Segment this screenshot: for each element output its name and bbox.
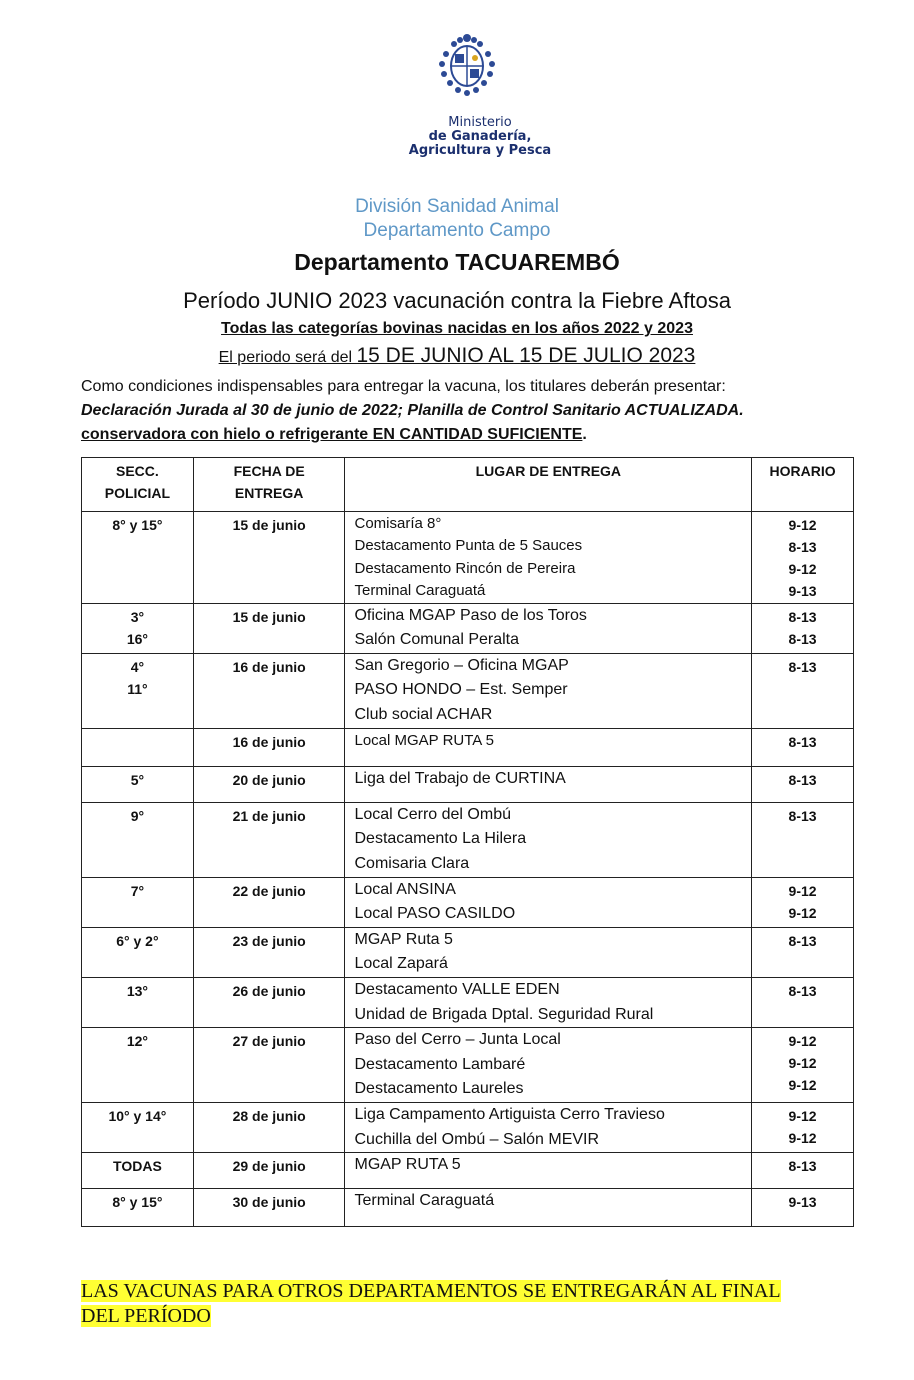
lugar-cell	[345, 512, 752, 604]
lugar-cell	[345, 1153, 752, 1189]
secc-cell	[82, 877, 194, 927]
lugar-cell-line: Unidad de Brigada Dptal. Seguridad Rural	[354, 1005, 654, 1023]
header-fecha-l2: ENTREGA	[234, 485, 304, 501]
lugar-cell	[345, 766, 752, 802]
lugar-cell-line: Destacamento VALLE EDEN	[354, 980, 560, 998]
table-row	[82, 1103, 854, 1153]
horario-cell	[752, 977, 854, 1027]
horario-cell	[752, 728, 854, 766]
horario-cell-line: 8-13	[788, 982, 817, 999]
secc-cell	[82, 1028, 194, 1103]
fecha-cell: 26 de junio	[193, 977, 345, 1027]
secc-cell	[82, 927, 194, 977]
secc-cell-line: 12°	[126, 1033, 148, 1050]
conditions-docs: Declaración Jurada al 30 de junio de 2022; Planilla de Control Sanitario ACTUALIZADA.	[81, 402, 744, 419]
secc-cell	[82, 766, 194, 802]
secc-cell-line: 13°	[126, 982, 148, 999]
table-row	[82, 802, 854, 877]
secc-cell-line: 8° y 15°	[112, 517, 163, 533]
fecha-cell: 20 de junio	[193, 766, 345, 802]
horario-cell-line: 8-13	[788, 608, 817, 625]
horario-cell-line: 9-12	[788, 1130, 817, 1147]
categories-line: Todas las categorías bovinas nacidas en los años 2022 y 2023	[221, 320, 693, 337]
secc-cell-line: 6° y 2°	[116, 932, 159, 949]
secc-cell-line: TODAS	[113, 1158, 162, 1175]
horario-cell-line: 9-12	[788, 1055, 817, 1072]
range-prefix: El periodo será del	[218, 349, 357, 366]
fecha-cell: 29 de junio	[193, 1153, 345, 1189]
lugar-cell	[345, 1189, 752, 1227]
horario-cell	[752, 927, 854, 977]
secc-cell-line: 3°	[130, 608, 145, 625]
horario-cell	[752, 1153, 854, 1189]
table-row	[82, 766, 854, 802]
lugar-cell-line: Liga del Trabajo de CURTINA	[354, 769, 566, 787]
secc-cell	[82, 603, 194, 653]
coat-of-arms-logo	[432, 30, 502, 100]
fecha-cell: 15 de junio	[193, 603, 345, 653]
horario-cell-line: 8-13	[788, 630, 817, 647]
lugar-cell	[345, 728, 752, 766]
horario-cell-line: 9-13	[788, 1194, 817, 1211]
table-row	[82, 512, 854, 604]
lugar-cell-line: Cuchilla del Ombú – Salón MEVIR	[354, 1130, 600, 1148]
header-fecha-l1: FECHA DE	[233, 463, 305, 479]
lugar-cell-line: MGAP Ruta 5	[354, 930, 453, 948]
lugar-cell-line: Destacamento Punta de 5 Sauces	[354, 537, 583, 555]
lugar-cell-line: Destacamento Rincón de Pereira	[354, 559, 576, 577]
secc-cell	[82, 728, 194, 766]
lugar-cell-line: Liga Campamento Artiguista Cerro Travieso	[354, 1106, 665, 1124]
secc-cell-line: 4°	[130, 658, 145, 675]
footer-notice-text: LAS VACUNAS PARA OTROS DEPARTAMENTOS SE ENTREGARÁN AL FINAL DEL PERÍODO	[81, 1280, 781, 1327]
secc-cell	[82, 1153, 194, 1189]
table-body	[82, 512, 854, 1227]
secc-cell-line: 8° y 15°	[112, 1194, 163, 1211]
secc-cell-line: 9°	[130, 807, 145, 824]
department-field-title: Departamento Campo	[363, 220, 551, 241]
lugar-cell	[345, 802, 752, 877]
horario-cell-line: 8-13	[788, 932, 817, 949]
secc-cell-line: 5°	[130, 771, 145, 788]
table-row	[82, 927, 854, 977]
header-fecha	[193, 458, 345, 512]
horario-cell-line: 9-12	[788, 1077, 817, 1094]
secc-cell	[82, 802, 194, 877]
range-dates: 15 DE JUNIO AL 15 DE JULIO 2023	[356, 344, 696, 367]
secc-cell-line: 10° y 14°	[108, 1108, 167, 1125]
header-lugar: LUGAR DE ENTREGA	[345, 458, 752, 512]
conditions-cooler	[81, 423, 871, 447]
table-row	[82, 1153, 854, 1189]
lugar-cell-line: Club social ACHAR	[354, 706, 493, 723]
lugar-cell	[345, 603, 752, 653]
fecha-cell: 30 de junio	[193, 1189, 345, 1227]
secc-cell	[82, 653, 194, 728]
lugar-cell-line: Terminal Caraguatá	[354, 582, 486, 600]
lugar-cell-line: Local Zapará	[354, 955, 448, 973]
horario-cell	[752, 766, 854, 802]
schedule-table	[81, 457, 854, 1227]
horario-cell-line: 9-13	[788, 583, 817, 599]
fecha-cell: 28 de junio	[193, 1103, 345, 1153]
lugar-cell	[345, 877, 752, 927]
horario-cell	[752, 653, 854, 728]
horario-cell-line: 9-12	[788, 561, 817, 577]
lugar-cell	[345, 1103, 752, 1153]
table-row	[82, 877, 854, 927]
lugar-cell-line: Destacamento La Hilera	[354, 830, 527, 848]
fecha-cell: 23 de junio	[193, 927, 345, 977]
fecha-cell: 21 de junio	[193, 802, 345, 877]
division-title: División Sanidad Animal	[355, 196, 559, 217]
cooler-text: conservadora con hielo o refrigerante EN CANTIDAD SUFICIENTE	[81, 426, 583, 443]
header-secc-l1: SECC.	[116, 463, 159, 479]
secc-cell-line: 16°	[126, 630, 148, 647]
horario-cell	[752, 802, 854, 877]
ministry-line-1: Ministerio	[448, 115, 512, 130]
lugar-cell-line: Paso del Cerro – Junta Local	[354, 1031, 561, 1049]
table-row	[82, 603, 854, 653]
secc-cell-line: 7°	[130, 882, 145, 899]
horario-cell-line: 9-12	[788, 1033, 817, 1050]
secc-cell	[82, 1103, 194, 1153]
lugar-cell-line: Comisaría 8°	[354, 515, 442, 532]
secc-cell	[82, 1189, 194, 1227]
fecha-cell: 16 de junio	[193, 653, 345, 728]
footer-notice	[81, 1279, 801, 1329]
table-row	[82, 1189, 854, 1227]
lugar-cell-line: PASO HONDO – Est. Semper	[354, 681, 568, 699]
lugar-cell	[345, 977, 752, 1027]
horario-cell	[752, 877, 854, 927]
ministry-line-2: de Ganadería,	[428, 129, 532, 144]
horario-cell-line: 8-13	[788, 539, 817, 555]
fecha-cell: 22 de junio	[193, 877, 345, 927]
secc-cell	[82, 977, 194, 1027]
lugar-cell	[345, 653, 752, 728]
horario-cell	[752, 603, 854, 653]
lugar-cell-line: Destacamento Lambaré	[354, 1055, 526, 1073]
lugar-cell-line: MGAP RUTA 5	[354, 1156, 461, 1174]
horario-cell-line: 8-13	[788, 658, 817, 675]
lugar-cell-line: San Gregorio – Oficina MGAP	[354, 656, 569, 674]
horario-cell-line: 9-12	[788, 1108, 817, 1125]
horario-cell	[752, 512, 854, 604]
horario-cell	[752, 1103, 854, 1153]
fecha-cell: 27 de junio	[193, 1028, 345, 1103]
period-range	[0, 344, 914, 368]
horario-cell-line: 8-13	[788, 807, 817, 824]
lugar-cell-line: Salón Comunal Peralta	[354, 631, 520, 649]
fecha-cell: 15 de junio	[193, 512, 345, 604]
period-title: Período JUNIO 2023 vacunación contra la Fiebre Aftosa	[183, 288, 731, 313]
lugar-cell	[345, 1028, 752, 1103]
horario-cell-line: 8-13	[788, 1158, 817, 1175]
lugar-cell	[345, 927, 752, 977]
header-horario: HORARIO	[752, 458, 854, 512]
lugar-cell-line: Local PASO CASILDO	[354, 905, 516, 923]
table-row	[82, 728, 854, 766]
table-row	[82, 1028, 854, 1103]
lugar-cell-line: Oficina MGAP Paso de los Toros	[354, 606, 587, 624]
lugar-cell-line: Local Cerro del Ombú	[354, 805, 511, 823]
lugar-cell-line: Destacamento Laureles	[354, 1080, 524, 1098]
conditions-intro: Como condiciones indispensables para entregar la vacuna, los titulares deberán presentar:	[81, 378, 726, 395]
header-secc	[82, 458, 194, 512]
horario-cell	[752, 1028, 854, 1103]
lugar-cell-line: Terminal Caraguatá	[354, 1192, 495, 1210]
table-row	[82, 977, 854, 1027]
horario-cell-line: 9-12	[788, 904, 817, 921]
ministry-line-3: Agricultura y Pesca	[408, 143, 552, 158]
fecha-cell: 16 de junio	[193, 728, 345, 766]
horario-cell	[752, 1189, 854, 1227]
ministry-name	[380, 116, 580, 158]
table-header-row	[82, 458, 854, 512]
horario-cell-line: 8-13	[788, 771, 817, 788]
department-title: Departamento TACUAREMBÓ	[294, 249, 620, 275]
cooler-end: .	[582, 426, 587, 443]
lugar-cell-line: Comisaria Clara	[354, 854, 470, 872]
secc-cell-line: 11°	[127, 680, 148, 697]
horario-cell-line: 9-12	[788, 517, 817, 533]
table-row	[82, 653, 854, 728]
lugar-cell-line: Local MGAP RUTA 5	[354, 731, 494, 749]
secc-cell	[82, 512, 194, 604]
horario-cell-line: 8-13	[788, 733, 817, 750]
horario-cell-line: 9-12	[788, 882, 817, 899]
header-secc-l2: POLICIAL	[104, 485, 171, 501]
lugar-cell-line: Local ANSINA	[354, 880, 456, 898]
